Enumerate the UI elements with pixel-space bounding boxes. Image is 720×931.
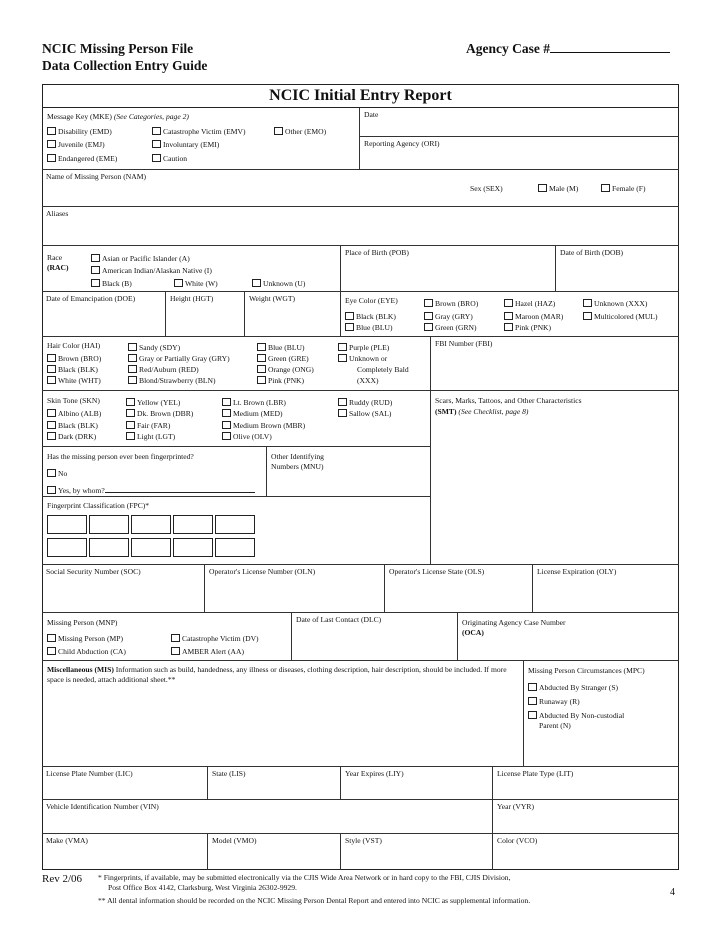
checkbox[interactable] [504, 323, 513, 331]
hair-option-ong[interactable]: Orange (ONG) [257, 365, 314, 375]
doe-cell[interactable] [42, 292, 166, 337]
eye-option-mul[interactable]: Multicolored (MUL) [583, 312, 657, 322]
checkbox[interactable] [338, 398, 347, 406]
race-option-i[interactable]: American Indian/Alaskan Native (I) [91, 266, 212, 276]
form-title: NCIC Initial Entry Report [42, 84, 679, 108]
mis-label: Miscellaneous (MIS) Information such as build, handedness, any illness or diseases, clothing description, hair description, should be included. If more space is needed, attach additional sheet.** [47, 665, 507, 684]
checkbox[interactable] [252, 279, 261, 287]
pob-label: Place of Birth (POB) [345, 248, 409, 257]
hair-option-ple[interactable]: Purple (PLE) [338, 343, 389, 353]
checkbox[interactable] [538, 184, 547, 192]
hair-option-red[interactable]: Red/Auburn (RED) [128, 365, 199, 375]
fpc-box[interactable] [173, 515, 213, 534]
checkbox[interactable] [424, 323, 433, 331]
fpc-box[interactable] [89, 538, 129, 557]
mpc-option-r[interactable]: Runaway (R) [528, 697, 580, 707]
checkbox[interactable] [274, 127, 283, 135]
checkbox[interactable] [504, 299, 513, 307]
doe-label: Date of Emancipation (DOE) [46, 294, 136, 303]
checkbox[interactable] [424, 312, 433, 320]
vmo-label: Model (VMO) [212, 836, 257, 845]
mke-option-emv[interactable]: Catastrophe Victim (EMV) [152, 127, 246, 137]
checkbox[interactable] [47, 140, 56, 148]
checkbox[interactable] [126, 421, 135, 429]
oln-label: Operator's License Number (OLN) [209, 567, 316, 576]
lis-label: State (LIS) [212, 769, 246, 778]
skin-option-olv[interactable]: Olive (OLV) [222, 432, 272, 442]
skin-label: Skin Tone (SKN) [47, 396, 100, 405]
checkbox[interactable] [152, 127, 161, 135]
eye-option-blk[interactable]: Black (BLK) [345, 312, 396, 322]
checkbox[interactable] [128, 365, 137, 373]
checkbox[interactable] [222, 432, 231, 440]
ols-label: Operator's License State (OLS) [389, 567, 485, 576]
checkbox[interactable] [583, 312, 592, 320]
fbi-label: FBI Number (FBI) [435, 339, 493, 348]
checkbox[interactable] [47, 354, 56, 362]
by-whom-line[interactable] [105, 485, 255, 493]
checkbox[interactable] [171, 647, 180, 655]
vst-label: Style (VST) [345, 836, 382, 845]
checkbox[interactable] [47, 647, 56, 655]
oca-label-2: (OCA) [462, 628, 484, 637]
hair-option-unknown[interactable]: Unknown or [338, 354, 387, 364]
hgt-cell[interactable] [166, 292, 245, 337]
mpc-option-n-cont: Parent (N) [539, 721, 571, 730]
checkbox[interactable] [47, 486, 56, 494]
mke-option-emd[interactable]: Disability (EMD) [47, 127, 112, 137]
race-option-u[interactable]: Unknown (U) [252, 279, 305, 289]
skin-option-lgt[interactable]: Light (LGT) [126, 432, 175, 442]
skin-option-drk[interactable]: Dark (DRK) [47, 432, 96, 442]
eye-option-pnk[interactable]: Pink (PNK) [504, 323, 551, 333]
eye-option-grn[interactable]: Green (GRN) [424, 323, 477, 333]
agency-case-label: Agency Case # [466, 41, 550, 56]
fingerprinted-question: Has the missing person ever been fingerprinted? [47, 452, 194, 461]
checkbox[interactable] [338, 354, 347, 362]
checkbox[interactable] [126, 432, 135, 440]
hair-option-blu[interactable]: Blue (BLU) [257, 343, 305, 353]
oly-label: License Expiration (OLY) [537, 567, 617, 576]
vco-cell[interactable] [493, 834, 679, 870]
fpc-box[interactable] [47, 538, 87, 557]
eye-option-xxx[interactable]: Unknown (XXX) [583, 299, 647, 309]
hair-option-gre[interactable]: Green (GRE) [257, 354, 309, 364]
lis-cell[interactable] [208, 767, 341, 800]
checkbox[interactable] [47, 409, 56, 417]
vma-cell[interactable] [42, 834, 208, 870]
mnp-option-mp[interactable]: Missing Person (MP) [47, 634, 123, 644]
oln-cell[interactable] [205, 565, 385, 613]
oca-label-1: Originating Agency Case Number [462, 618, 566, 627]
fpc-box[interactable] [215, 515, 255, 534]
mnu-label-1: Other Identifying [271, 452, 324, 461]
hair-option-blk[interactable]: Black (BLK) [47, 365, 98, 375]
eye-label: Eye Color (EYE) [345, 296, 398, 305]
mpc-label: Missing Person Circumstances (MPC) [528, 666, 645, 675]
mnp-option-dv[interactable]: Catastrophe Victim (DV) [171, 634, 259, 644]
lic-label: License Plate Number (LIC) [46, 769, 133, 778]
dlc-label: Date of Last Contact (DLC) [296, 615, 382, 624]
wgt-cell[interactable] [245, 292, 341, 337]
checkbox[interactable] [128, 376, 137, 384]
sex-label: Sex (SEX) [470, 184, 503, 193]
mpc-option-s[interactable]: Abducted By Stranger (S) [528, 683, 618, 693]
mnp-option-ca[interactable]: Child Abduction (CA) [47, 647, 126, 657]
mke-option-emo[interactable]: Other (EMO) [274, 127, 326, 137]
mnp-label: Missing Person (MNP) [47, 618, 118, 627]
checkbox[interactable] [128, 343, 137, 351]
date-label: Date [364, 110, 379, 119]
checkbox[interactable] [91, 279, 100, 287]
revision-label: Rev 2/06 [42, 873, 83, 885]
vyr-cell[interactable] [493, 800, 679, 834]
checkbox[interactable] [152, 154, 161, 162]
sex-option-male[interactable]: Male (M) [538, 184, 578, 194]
nam-cell[interactable] [42, 170, 679, 207]
checkbox[interactable] [528, 711, 537, 719]
document-header [42, 40, 207, 74]
footnote-1: * Fingerprints, if available, may be submitted electronically via the CJIS Wide Area Network or in hard copy to the FBI, CJIS Division, [98, 873, 511, 882]
dob-label: Date of Birth (DOB) [560, 248, 624, 257]
checkbox[interactable] [47, 127, 56, 135]
mpc-option-n[interactable]: Abducted By Non-custodial [528, 711, 624, 721]
skin-option-rud[interactable]: Ruddy (RUD) [338, 398, 392, 408]
fingerprinted-yes[interactable]: Yes, by whom? [47, 485, 255, 496]
skin-option-alb[interactable]: Albino (ALB) [47, 409, 101, 419]
mnu-label-2: Numbers (MNU) [271, 462, 324, 471]
eye-option-bro[interactable]: Brown (BRO) [424, 299, 478, 309]
skin-option-med[interactable]: Medium (MED) [222, 409, 283, 419]
hair-option-gry[interactable]: Gray or Partially Gray (GRY) [128, 354, 230, 364]
checkbox[interactable] [345, 312, 354, 320]
vin-label: Vehicle Identification Number (VIN) [46, 802, 159, 811]
page-number: 4 [670, 887, 675, 898]
pob-cell[interactable] [341, 246, 556, 292]
footnote-2: ** All dental information should be recorded on the NCIC Missing Person Dental Report and entered into NCIC as supplemental information. [98, 896, 531, 905]
checkbox[interactable] [257, 365, 266, 373]
checkbox[interactable] [601, 184, 610, 192]
checkbox[interactable] [257, 354, 266, 362]
vmo-cell[interactable] [208, 834, 341, 870]
eye-option-mar[interactable]: Maroon (MAR) [504, 312, 563, 322]
race-label: Race [47, 253, 63, 262]
checkbox[interactable] [424, 299, 433, 307]
checkbox[interactable] [152, 140, 161, 148]
liy-cell[interactable] [341, 767, 493, 800]
hair-option-bln[interactable]: Blond/Strawberry (BLN) [128, 376, 216, 386]
hair-unknown-cont-2: (XXX) [357, 376, 379, 385]
fbi-cell[interactable] [431, 337, 679, 391]
checkbox[interactable] [47, 365, 56, 373]
smt-code-note: (SMT) (See Checklist, page 8) [435, 407, 529, 416]
aliases-label: Aliases [46, 209, 69, 218]
dob-cell[interactable] [556, 246, 679, 292]
checkbox[interactable] [222, 409, 231, 417]
checkbox[interactable] [338, 409, 347, 417]
eye-option-gry[interactable]: Gray (GRY) [424, 312, 473, 322]
skin-option-mbr[interactable]: Medium Brown (MBR) [222, 421, 305, 431]
eye-option-haz[interactable]: Hazel (HAZ) [504, 299, 555, 309]
hair-option-bro[interactable]: Brown (BRO) [47, 354, 101, 364]
sex-option-female[interactable]: Female (F) [601, 184, 646, 194]
checkbox[interactable] [128, 354, 137, 362]
checkbox[interactable] [345, 323, 354, 331]
header-line-2: Data Collection Entry Guide [42, 58, 208, 73]
checkbox[interactable] [171, 634, 180, 642]
fingerprinted-no[interactable]: No [47, 469, 67, 479]
mke-option-emi[interactable]: Involuntary (EMI) [152, 140, 219, 150]
checkbox[interactable] [222, 421, 231, 429]
checkbox[interactable] [257, 343, 266, 351]
checkbox[interactable] [257, 376, 266, 384]
checkbox[interactable] [47, 634, 56, 642]
fpc-box[interactable] [131, 515, 171, 534]
checkbox[interactable] [47, 432, 56, 440]
checkbox[interactable] [47, 421, 56, 429]
smt-label: Scars, Marks, Tattoos, and Other Characteristics [435, 396, 582, 405]
vma-label: Make (VMA) [46, 836, 88, 845]
oly-cell[interactable] [533, 565, 679, 613]
race-option-w[interactable]: White (W) [174, 279, 218, 289]
agency-case-line[interactable] [550, 41, 670, 53]
footnote-1-cont: Post Office Box 4142, Clarksburg, West Virginia 26302-9929. [108, 883, 297, 892]
race-option-b[interactable]: Black (B) [91, 279, 132, 289]
aliases-cell[interactable] [42, 207, 679, 246]
checkbox[interactable] [47, 154, 56, 162]
fpc-box[interactable] [215, 538, 255, 557]
mke-option-emj[interactable]: Juvenile (EMJ) [47, 140, 105, 150]
ori-cell[interactable] [360, 137, 679, 170]
skin-option-dbr[interactable]: Dk. Brown (DBR) [126, 409, 193, 419]
skin-option-lbr[interactable]: Lt. Brown (LBR) [222, 398, 286, 408]
mke-option-eme[interactable]: Endangered (EME) [47, 154, 117, 164]
soc-label: Social Security Number (SOC) [46, 567, 141, 576]
checkbox[interactable] [222, 398, 231, 406]
vst-cell[interactable] [341, 834, 493, 870]
skin-option-blk[interactable]: Black (BLK) [47, 421, 98, 431]
fpc-box[interactable] [47, 515, 87, 534]
checkbox[interactable] [174, 279, 183, 287]
soc-cell[interactable] [42, 565, 205, 613]
wgt-label: Weight (WGT) [249, 294, 295, 303]
ori-label: Reporting Agency (ORI) [364, 139, 440, 148]
skin-option-yel[interactable]: Yellow (YEL) [126, 398, 180, 408]
checkbox[interactable] [47, 469, 56, 477]
checkbox[interactable] [126, 398, 135, 406]
checkbox[interactable] [583, 299, 592, 307]
vyr-label: Year (VYR) [497, 802, 534, 811]
fpc-box[interactable] [131, 538, 171, 557]
fpc-box[interactable] [89, 515, 129, 534]
mke-label: Message Key (MKE) (See Categories, page 2) [47, 112, 189, 121]
hair-option-wht[interactable]: White (WHT) [47, 376, 101, 386]
lic-cell[interactable] [42, 767, 208, 800]
agency-case-field[interactable] [466, 40, 670, 57]
race-code: (RAC) [47, 263, 69, 272]
checkbox[interactable] [47, 376, 56, 384]
checkbox[interactable] [528, 697, 537, 705]
smt-cell[interactable] [431, 391, 679, 565]
hair-label: Hair Color (HAI) [47, 341, 101, 350]
lit-cell[interactable] [493, 767, 679, 800]
hair-option-sdy[interactable]: Sandy (SDY) [128, 343, 180, 353]
checkbox[interactable] [91, 266, 100, 274]
mke-option-caution[interactable]: Caution [152, 154, 187, 164]
header-line-1: NCIC Missing Person File [42, 41, 194, 56]
mnp-option-aa[interactable]: AMBER Alert (AA) [171, 647, 244, 657]
checkbox[interactable] [504, 312, 513, 320]
checkbox[interactable] [528, 683, 537, 691]
eye-option-blu[interactable]: Blue (BLU) [345, 323, 393, 333]
skin-option-far[interactable]: Fair (FAR) [126, 421, 170, 431]
hair-option-pnk[interactable]: Pink (PNK) [257, 376, 304, 386]
checkbox[interactable] [91, 254, 100, 262]
vco-label: Color (VCO) [497, 836, 538, 845]
ols-cell[interactable] [385, 565, 533, 613]
date-cell[interactable] [360, 108, 679, 137]
nam-label: Name of Missing Person (NAM) [46, 172, 146, 181]
hgt-label: Height (HGT) [170, 294, 214, 303]
liy-label: Year Expires (LIY) [345, 769, 404, 778]
checkbox[interactable] [338, 343, 347, 351]
skin-option-sal[interactable]: Sallow (SAL) [338, 409, 391, 419]
dlc-cell[interactable] [292, 613, 458, 661]
vin-cell[interactable] [42, 800, 493, 834]
fpc-box[interactable] [173, 538, 213, 557]
fpc-label: Fingerprint Classification (FPC)* [47, 501, 150, 510]
hair-unknown-cont-1: Completely Bald [357, 365, 409, 374]
race-option-a[interactable]: Asian or Pacific Islander (A) [91, 254, 190, 264]
checkbox[interactable] [126, 409, 135, 417]
lit-label: License Plate Type (LIT) [497, 769, 574, 778]
